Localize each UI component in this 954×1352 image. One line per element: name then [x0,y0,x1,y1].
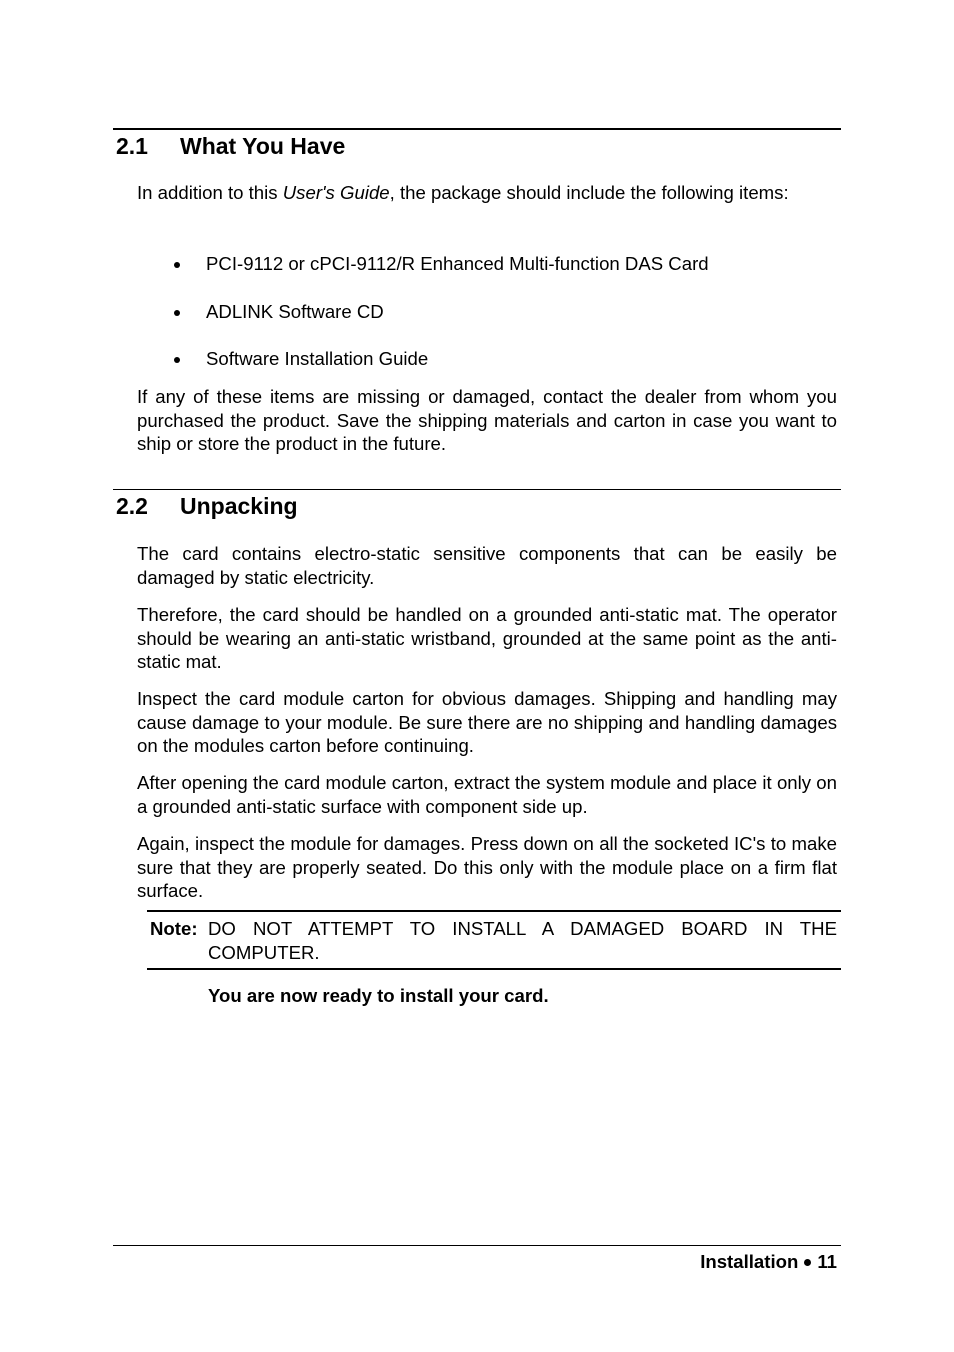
unpacking-paragraph-1: The card contains electro-static sensitive components that can be easily be damaged by static electricity. [137,543,837,588]
footer-rule [113,1245,841,1246]
bullet-icon [174,262,180,268]
section-2-1-intro [137,181,837,205]
section-2-1-closing: If any of these items are missing or damaged, contact the dealer from whom you purchased the product. Save the shipping materials and carton in case you want to ship or store the product in the future. [137,386,837,455]
intro-users-guide: User's Guide [282,182,390,203]
section-2-2-number: 2.2 [116,493,148,519]
list-item-text: PCI-9112 or cPCI-9112/R Enhanced Multi-function DAS Card [206,253,709,274]
page-number: 11 [817,1251,837,1272]
bullet-icon [174,310,180,316]
note-bottom-rule [147,968,841,970]
section-2-2-title: Unpacking [180,493,298,519]
section-2-2-top-rule [113,489,841,490]
intro-text-after: , the package should include the following items: [389,182,789,203]
section-2-1-heading [116,133,345,160]
note-text: DO NOT ATTEMPT TO INSTALL A DAMAGED BOARD IN THE COMPUTER. [208,918,837,963]
section-2-2-heading [116,493,298,520]
footer-chapter: Installation [700,1251,799,1272]
note-label: Note: [150,918,198,939]
unpacking-paragraph-4: After opening the card module carton, extract the system module and place it only on a grounded anti-static surface with component side up. [137,772,837,817]
unpacking-paragraph-2: Therefore, the card should be handled on a grounded anti-static mat. The operator should be wearing an anti-static wristband, grounded at the same point as the anti-static mat. [137,604,837,673]
section-2-1-title: What You Have [180,133,346,159]
list-item-text: Software Installation Guide [206,348,429,369]
section-2-1-top-rule [113,128,841,130]
bullet-icon [174,357,180,363]
note-top-rule [147,910,841,912]
unpacking-paragraph-5: Again, inspect the module for damages. Press down on all the socketed IC's to make sure that they are properly seated. Do this only with the module place on a firm flat surface. [137,833,837,902]
ready-statement: You are now ready to install your card. [208,985,549,1006]
bullet-separator-icon [804,1259,811,1266]
intro-text-before: In addition to this [137,182,283,203]
section-2-1-number: 2.1 [116,133,148,159]
page-footer [700,1250,837,1274]
list-item-text: ADLINK Software CD [206,301,384,322]
unpacking-paragraph-3: Inspect the card module carton for obvious damages. Shipping and handling may cause damage to your module. Be sure there are no shipping and handling damages on the modules carton before continuing. [137,688,837,757]
